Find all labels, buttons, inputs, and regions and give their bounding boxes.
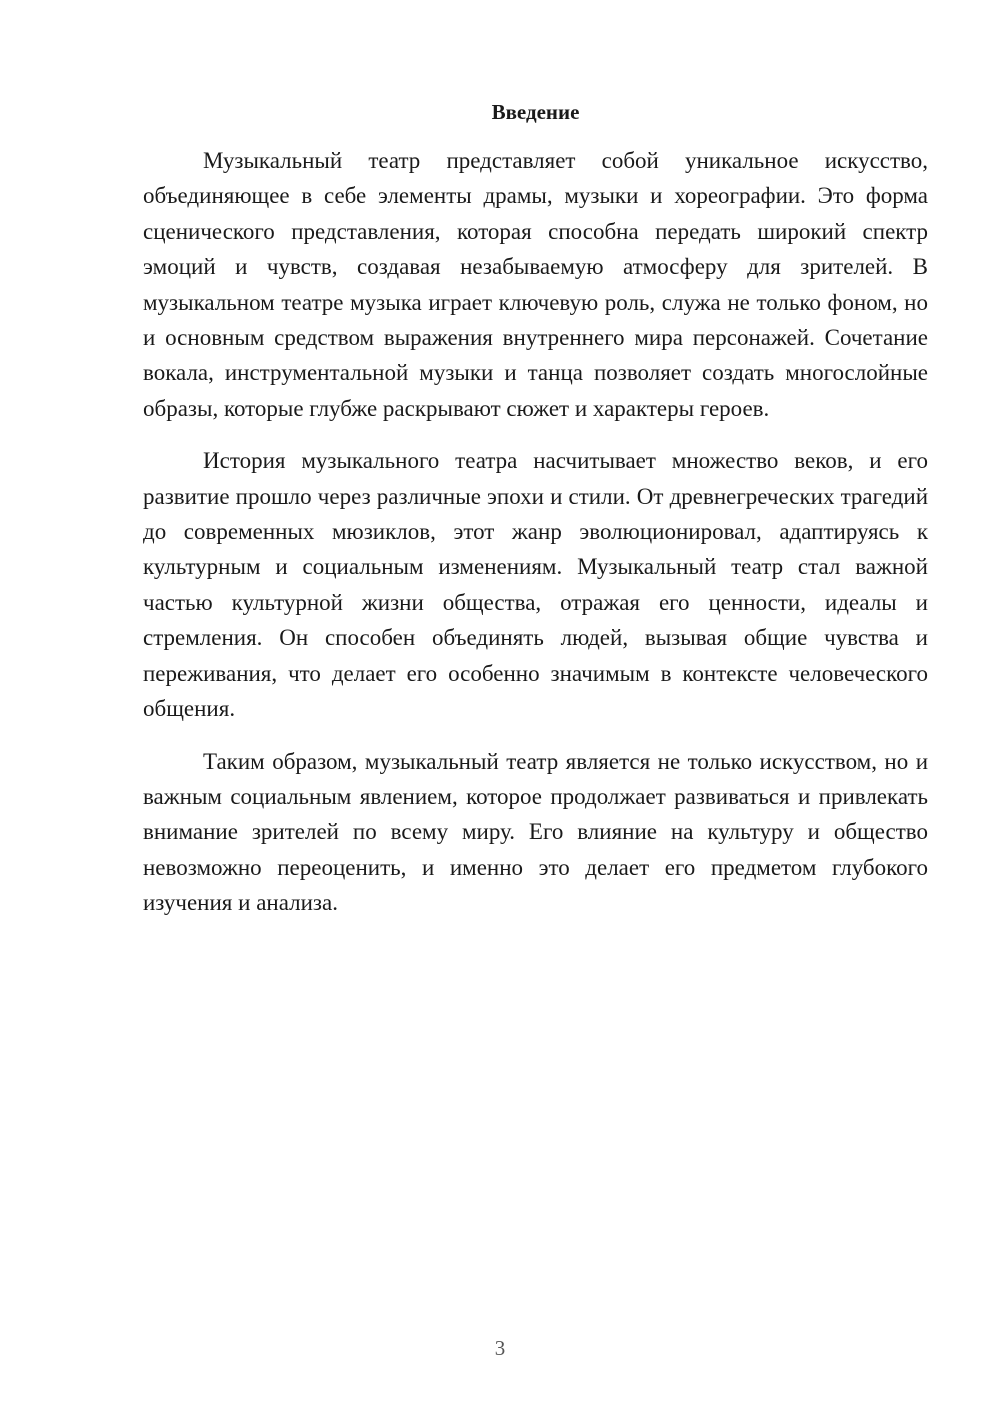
page-number: 3 (494, 1336, 506, 1360)
paragraph-3: Таким образом, музыкальный театр является не только искусством, но и важным социальным явлением, которое продолжает развиваться и привлекать внимание зрителей по всему миру. Его влияние на культуру и общество невозможно переоценить, и именно это делает его предметом глубокого изучения и анализа. (143, 748, 928, 916)
body-text (143, 143, 928, 938)
paragraph-1: Музыкальный театр представляет собой уникальное искусство, объединяющее в себе элементы драмы, музыки и хореографии. Это форма сценического представления, которая способна передать широкий спектр эмоций и чувств, создавая незабываемую атмосферу для зрителей. В музыкальном театре музыка играет ключевую роль, служа не только фоном, но и основным средством выражения внутреннего мира персонажей. Сочетание вокала, инструментальной музыки и танца позволяет создать многослойные образы, которые глубже раскрывают сюжет и характеры героев. (143, 148, 928, 421)
section-heading: Введение (491, 100, 580, 124)
paragraph-2: История музыкального театра насчитывает множество веков, и его развитие прошло через различные эпохи и стили. От древнегреческих трагедий до современных мюзиклов, этот жанр эволюционировал, адаптируясь к культурным и социальным изменениям. Музыкальный театр стал важной частью культурной жизни общества, отражая его ценности, идеалы и стремления. Он способен объединять людей, вызывая общие чувства и переживания, что делает его особенно значимым в контексте человеческого общения. (143, 448, 928, 722)
